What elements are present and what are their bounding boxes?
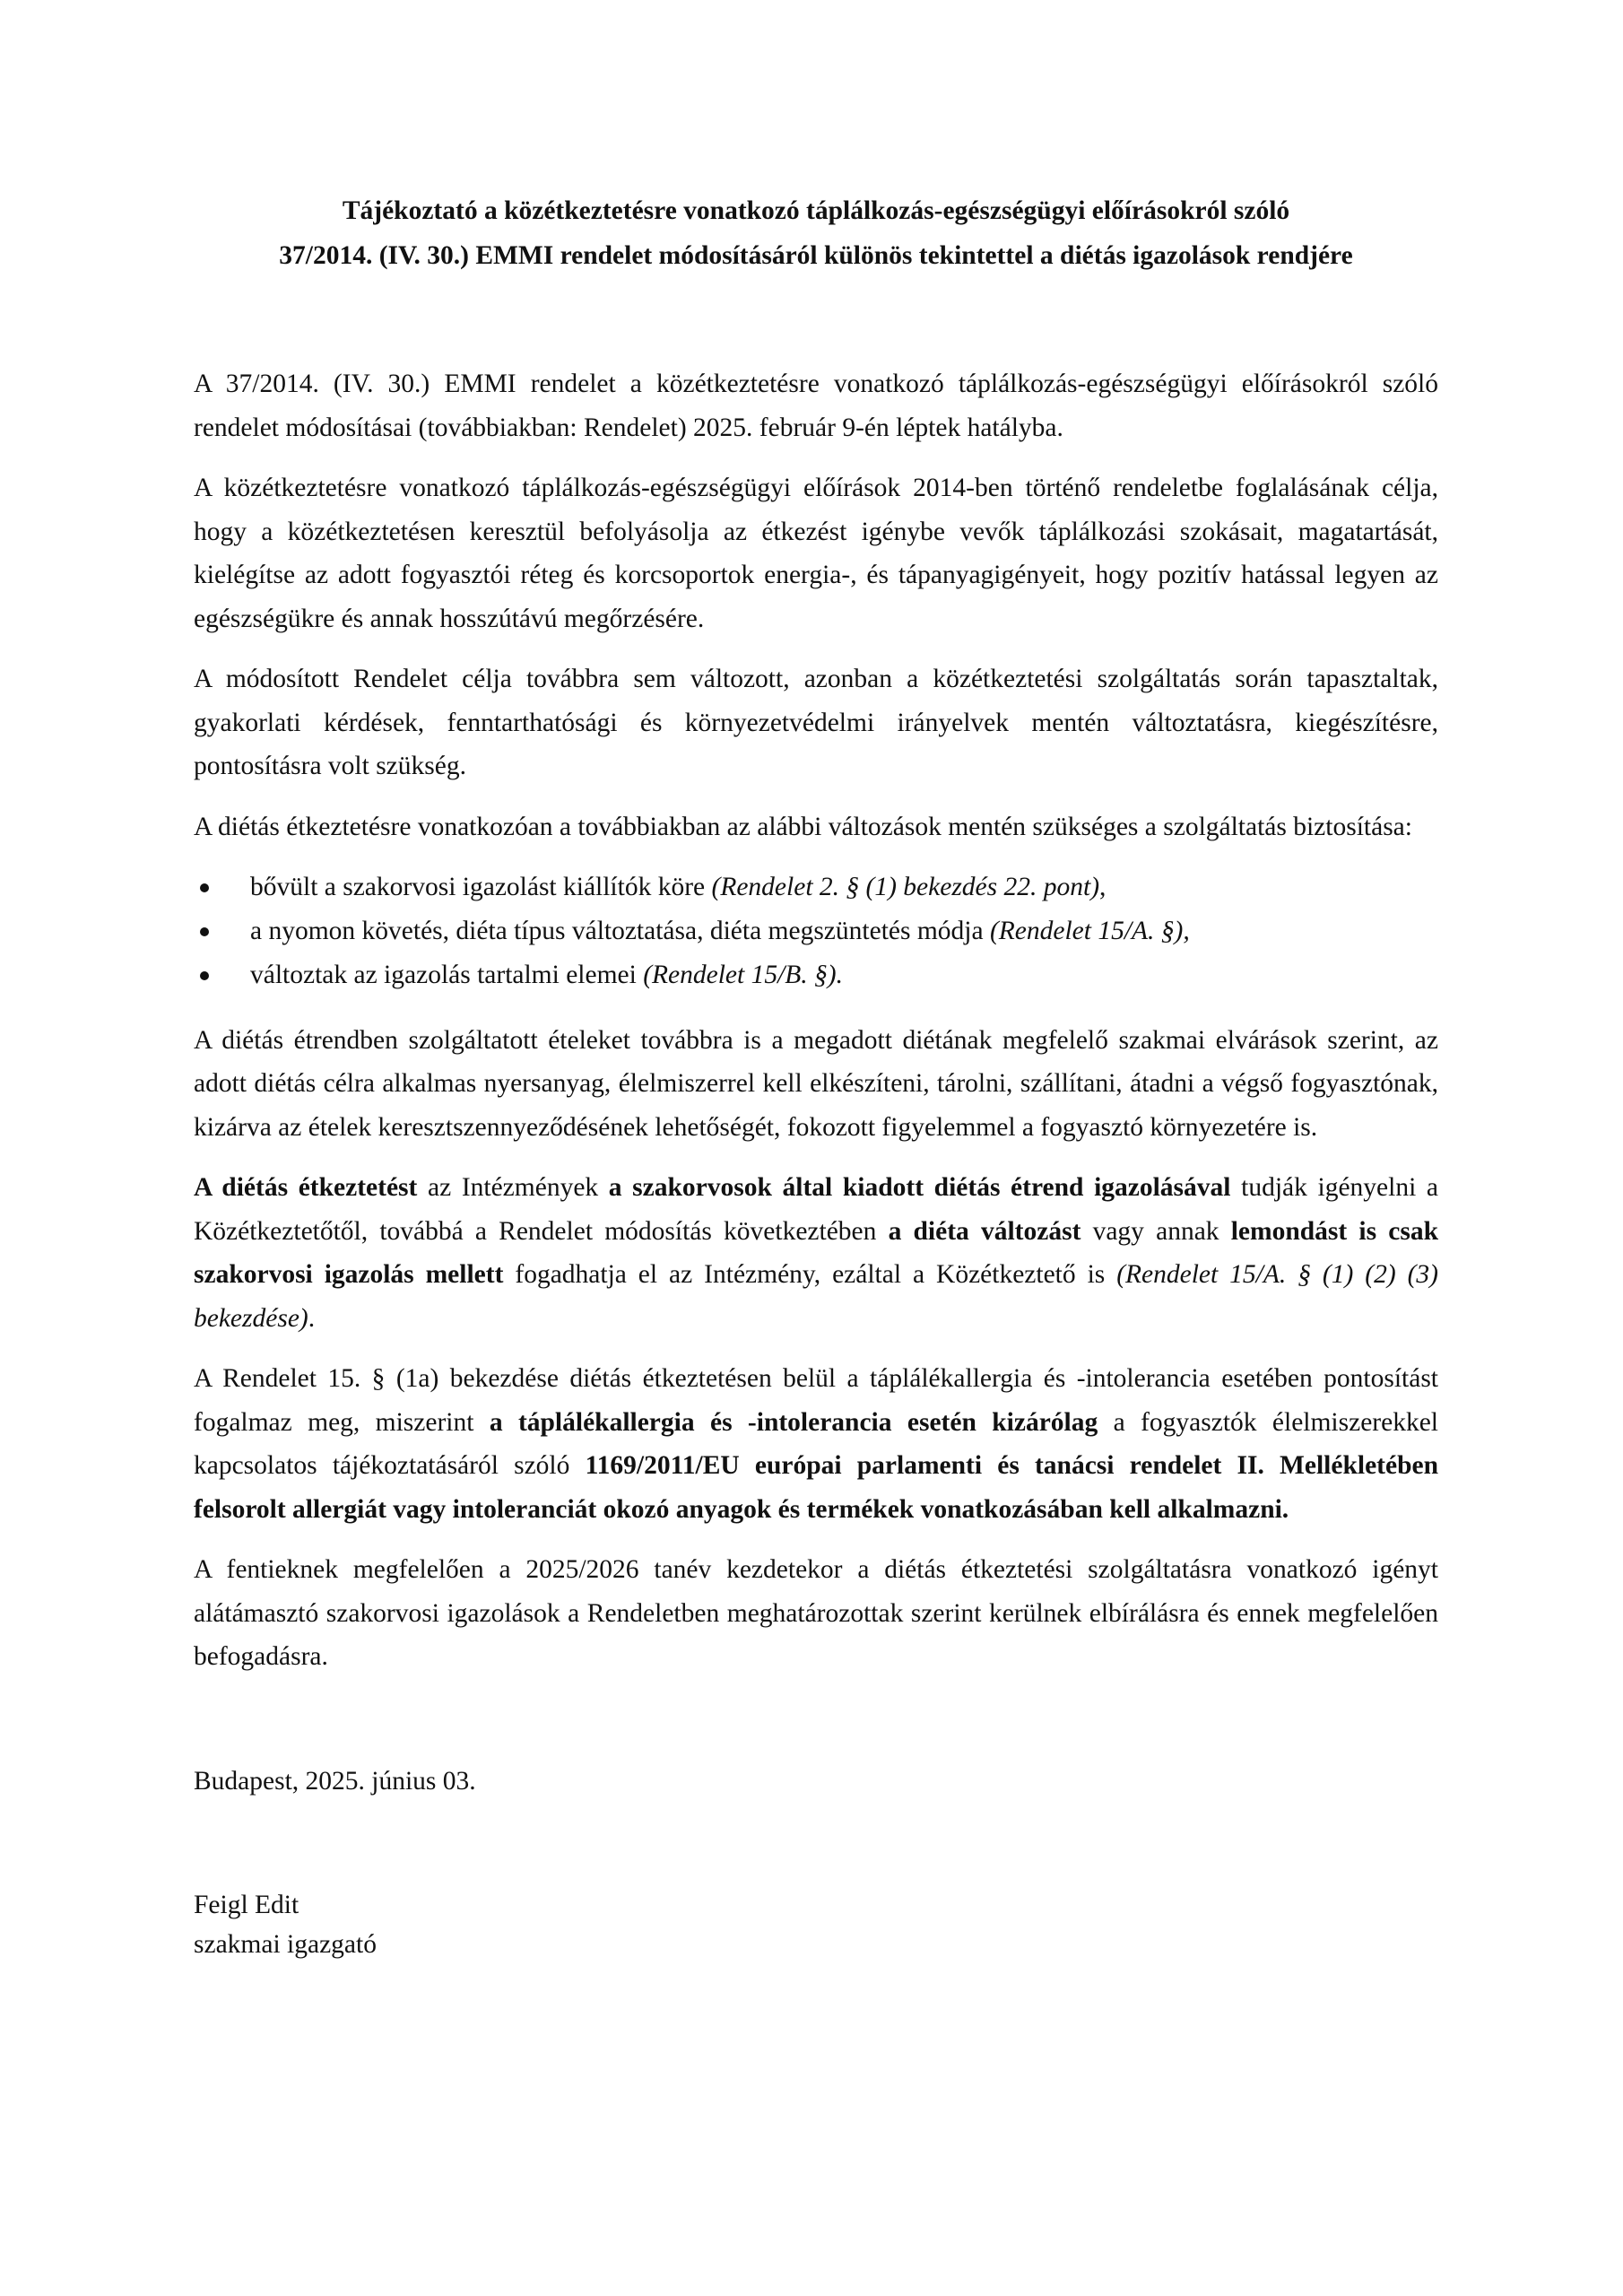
list-item-reference: (Rendelet 2. § (1) bekezdés 22. pont) <box>711 873 1100 901</box>
list-item-text: a nyomon követés, diéta típus változtatása, diéta megszüntetés módja <box>250 917 990 945</box>
emphasis: a táplálékallergia és -intolerancia esetén kizárólag <box>489 1407 1098 1437</box>
signature-name: Feigl Edit <box>194 1891 299 1919</box>
paragraph-allergy <box>194 1357 1438 1531</box>
list-item <box>247 909 1438 953</box>
emphasis: 1169/2011/EU európai parlamenti és tanácsi rendelet II. Mellékletében felsorolt allergiát vagy intoleranciát okozó anyagok és termékek vonatkozásában kell alkalmazni. <box>194 1451 1438 1524</box>
bullet-icon <box>200 971 209 980</box>
paragraph-school-year: A fentieknek megfelelően a 2025/2026 tanév kezdetekor a diétás étkeztetési szolgáltatásra vonatkozó igényt alátámasztó szakorvosi igazolások a Rendeletben meghatározottak szerint kerülnek elbírálásra és ennek megfelelően befogadásra. <box>194 1555 1438 1671</box>
text-run: vagy annak <box>1081 1216 1231 1246</box>
list-item <box>247 953 1438 997</box>
emphasis: a szakorvosok által kiadott diétás étrend igazolásával <box>608 1173 1231 1202</box>
list-item-tail: , <box>1099 873 1107 901</box>
document-date: Budapest, 2025. június 03. <box>194 1766 476 1796</box>
paragraph-modification: A módosított Rendelet célja továbbra sem változott, azonban a közétkeztetési szolgáltatás során tapasztaltak, gyakorlati kérdések, fenntarthatósági és környezetvédelmi irányelvek mentén változtatásra, kiegészítésre, pontosításra volt szükség. <box>194 665 1438 780</box>
document-body <box>194 362 1438 1964</box>
text-run: az Intézmények <box>417 1173 609 1202</box>
text-run: . <box>308 1303 316 1333</box>
signature-block <box>194 1885 1438 1964</box>
paragraph-changes-intro: A diétás étkeztetésre vonatkozóan a továbbiakban az alábbi változások mentén szükséges a szolgáltatás biztosítása: <box>194 812 1412 841</box>
list-item-text: változtak az igazolás tartalmi elemei <box>250 961 644 989</box>
document-title <box>194 188 1438 278</box>
list-item-text: bővült a szakorvosi igazolást kiállítók köre <box>250 873 712 901</box>
legal-reference: (Rendelet 15/A. § (1) (2) (3) bekezdése) <box>194 1260 1438 1333</box>
emphasis: lemondást is csak szakorvosi igazolás mellett <box>194 1216 1438 1289</box>
text-run: a fogyasztók élelmiszerekkel kapcsolatos tájékoztatásáról szóló <box>194 1407 1439 1480</box>
bullet-icon <box>200 883 209 892</box>
paragraph-purpose: A közétkeztetésre vonatkozó táplálkozás-egészségügyi előírások 2014-ben történő rendeletbe foglalásának célja, hogy a közétkeztetésen keresztül befolyásolja az étkezést igénybe vevők táplálkozási szokásait, magatartását, kielégítse az adott fogyasztói réteg és korcsoportok energia-, és tápanyagigényeit, hogy pozitív hatással legyen az egészségükre és annak hosszútávú megőrzésére. <box>194 474 1438 633</box>
text-run: tudják igényelni a Közétkeztetőtől, továbbá a Rendelet módosítás következtében <box>194 1173 1439 1246</box>
emphasis: A diétás étkeztetést <box>194 1173 418 1202</box>
emphasis: a diéta változást <box>888 1216 1081 1246</box>
list-item <box>247 865 1438 909</box>
changes-list <box>194 865 1438 997</box>
signature-title: szakmai igazgató <box>194 1930 377 1959</box>
paragraph-intro: A 37/2014. (IV. 30.) EMMI rendelet a közétkeztetésre vonatkozó táplálkozás-egészségügyi előírásokról szóló rendelet módosításai (továbbiakban: Rendelet) 2025. február 9-én léptek hatályba. <box>194 370 1438 442</box>
text-run: fogadhatja el az Intézmény, ezáltal a Közétkeztető is <box>503 1260 1117 1289</box>
text-run: A Rendelet 15. § (1a) bekezdése diétás étkeztetésen belül a táplálékallergia és -intolerancia esetében pontosítást fogalmaz meg, miszerint <box>194 1364 1438 1437</box>
paragraph-diet-requests <box>194 1166 1438 1340</box>
paragraph-diet-meals: A diétás étrendben szolgáltatott ételeket továbbra is a megadott diétának megfelelő szakmai elvárások szerint, az adott diétás célra alkalmas nyersanyag, élelmiszerrel kell elkészíteni, tárolni, szállítani, átadni a végső fogyasztónak, kizárva az ételek keresztszennyeződésének lehetőségét, fokozott figyelemmel a fogyasztó környezetére is. <box>194 1025 1438 1142</box>
list-item-reference: (Rendelet 15/B. §). <box>643 961 844 989</box>
title-line-1: Tájékoztató a közétkeztetésre vonatkozó táplálkozás-egészségügyi előírásokról szóló <box>342 196 1290 225</box>
list-item-reference: (Rendelet 15/A. §), <box>989 917 1190 945</box>
title-line-2: 37/2014. (IV. 30.) EMMI rendelet módosításáról különös tekintettel a diétás igazolások rendjére <box>279 241 1353 270</box>
bullet-icon <box>200 927 209 936</box>
